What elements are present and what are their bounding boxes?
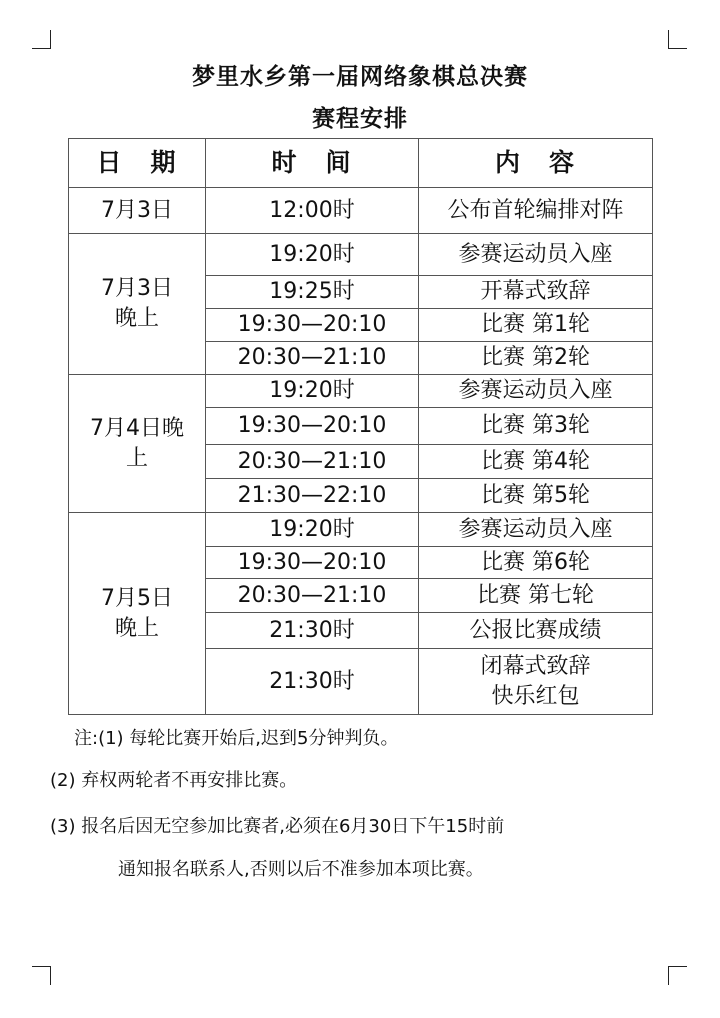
content-cell: 比赛 第3轮: [419, 408, 653, 445]
time-cell: 20:30—21:10: [206, 342, 419, 375]
schedule-table: [68, 138, 653, 715]
content-line: 闭幕式致辞: [480, 653, 591, 679]
date-line: 7月5日: [101, 585, 173, 611]
content-cell: 比赛 第1轮: [419, 309, 653, 342]
crop-mark-top-left: [32, 30, 51, 49]
time-cell: 12:00时: [206, 188, 419, 234]
time-cell: 19:30—20:10: [206, 408, 419, 445]
time-cell: 20:30—21:10: [206, 579, 419, 613]
content-cell: 比赛 第2轮: [419, 342, 653, 375]
table-row: [69, 234, 653, 276]
date-line: 晚上: [114, 306, 159, 331]
date-line: 晚上: [114, 615, 159, 641]
time-cell: 19:20时: [206, 513, 419, 547]
content-cell: 比赛 第6轮: [419, 547, 653, 579]
date-cell: [69, 375, 206, 513]
table-row: [69, 188, 653, 234]
content-cell: 比赛 第5轮: [419, 479, 653, 513]
note-2: (2) 弃权两轮者不再安排比赛。: [50, 770, 298, 791]
time-cell: 19:20时: [206, 375, 419, 408]
date-line: 7月3日: [101, 276, 173, 301]
time-cell: 21:30—22:10: [206, 479, 419, 513]
table-header-row: [69, 139, 653, 188]
document-subtitle: 赛程安排: [312, 106, 408, 132]
time-cell: 19:30—20:10: [206, 547, 419, 579]
table-row: [69, 513, 653, 547]
date-cell: [69, 513, 206, 715]
content-cell: 参赛运动员入座: [419, 234, 653, 276]
content-line: 快乐红包: [491, 683, 580, 709]
content-cell: 比赛 第七轮: [419, 579, 653, 613]
note-1: 注:(1) 每轮比赛开始后,迟到5分钟判负。: [74, 728, 399, 749]
crop-mark-bottom-right: [668, 966, 687, 985]
time-cell: 19:20时: [206, 234, 419, 276]
header-date: 日 期: [69, 139, 206, 188]
content-cell: 公布首轮编排对阵: [419, 188, 653, 234]
time-cell: 21:30时: [206, 613, 419, 649]
content-cell: 参赛运动员入座: [419, 375, 653, 408]
crop-mark-top-right: [668, 30, 687, 49]
date-line: 上: [125, 445, 148, 471]
time-cell: 20:30—21:10: [206, 445, 419, 479]
date-cell: 7月3日: [69, 188, 206, 234]
time-cell: 21:30时: [206, 649, 419, 715]
content-cell: 开幕式致辞: [419, 276, 653, 309]
note-3: (3) 报名后因无空参加比赛者,必须在6月30日下午15时前: [50, 816, 505, 837]
note-3-continuation: 通知报名联系人,否则以后不准参加本项比赛。: [118, 859, 484, 880]
content-cell: 比赛 第4轮: [419, 445, 653, 479]
content-cell: 参赛运动员入座: [419, 513, 653, 547]
time-cell: 19:30—20:10: [206, 309, 419, 342]
date-cell: [69, 234, 206, 375]
time-cell: 19:25时: [206, 276, 419, 309]
header-content: 内 容: [419, 139, 653, 188]
header-time: 时 间: [206, 139, 419, 188]
crop-mark-bottom-left: [32, 966, 51, 985]
date-line: 7月4日晚: [90, 415, 184, 441]
document-title: 梦里水乡第一届网络象棋总决赛: [192, 64, 528, 90]
content-cell: 公报比赛成绩: [419, 613, 653, 649]
table-row: [69, 375, 653, 408]
content-cell: [419, 649, 653, 715]
